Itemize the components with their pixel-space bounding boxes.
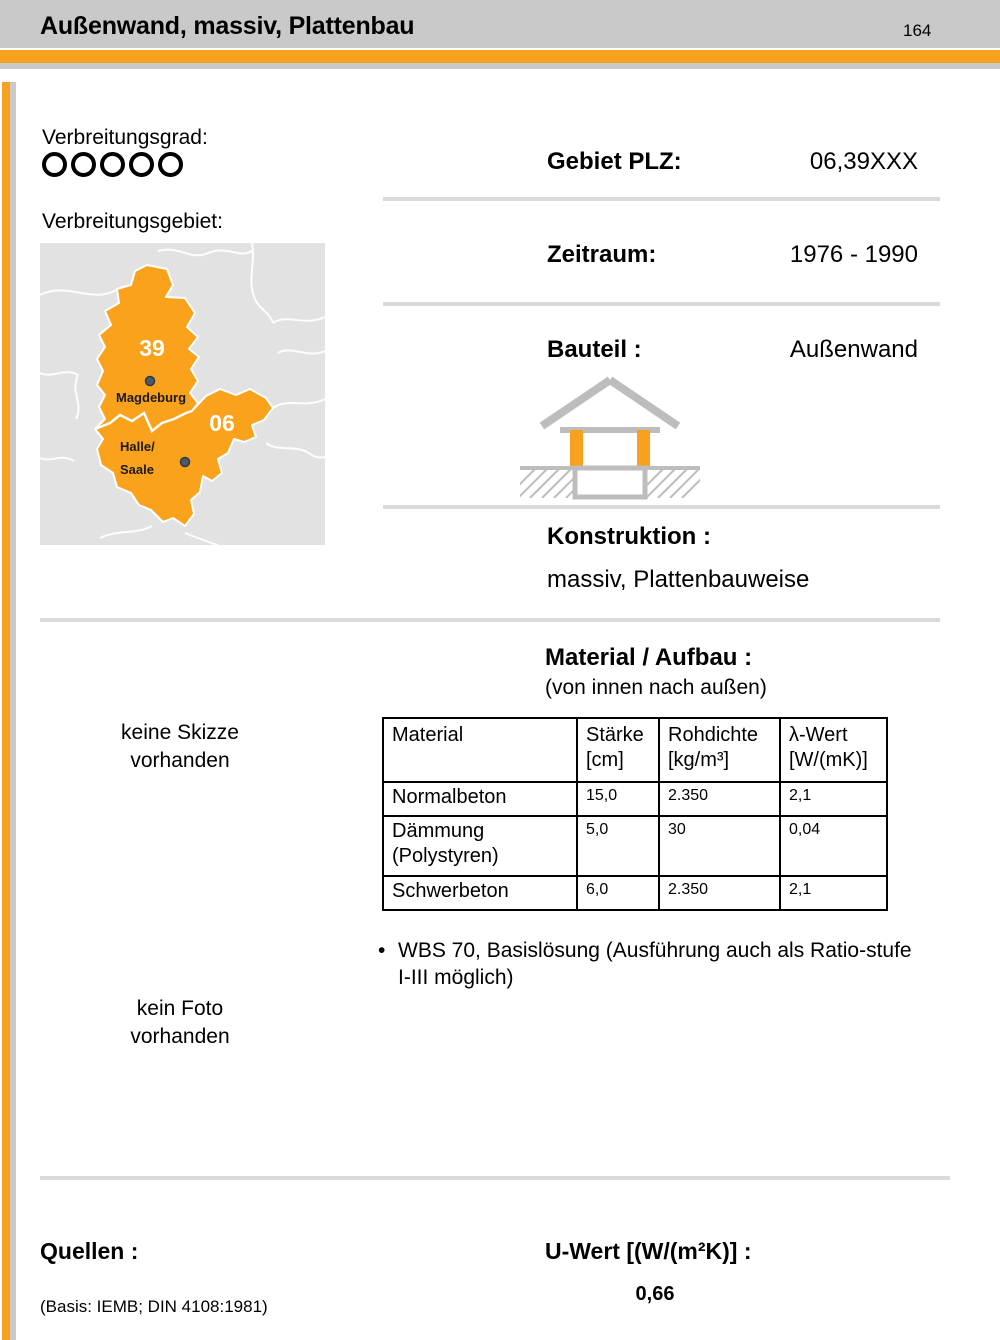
basement-box <box>575 468 645 497</box>
header-gray-rule <box>0 63 1000 69</box>
material-heading: Material / Aufbau : <box>545 644 753 671</box>
uwert-value: 0,66 <box>635 1283 675 1305</box>
konstruktion-value: massiv, Plattenbauweise <box>547 566 810 593</box>
cell-lambda: 2,1 <box>780 876 887 910</box>
rating-circle <box>71 152 96 177</box>
cell-lambda: 0,04 <box>780 816 887 876</box>
cell-lambda: 2,1 <box>780 782 887 816</box>
zeitraum-label: Zeitraum: <box>547 241 657 268</box>
footer-separator <box>40 1176 950 1180</box>
plz-label: Gebiet PLZ: <box>547 148 682 175</box>
map-svg <box>40 243 325 545</box>
cell-thickness: 15,0 <box>577 782 659 816</box>
no-sketch-note <box>55 719 305 775</box>
cell-density: 2.350 <box>659 876 780 910</box>
roof-left <box>542 380 610 426</box>
table-row <box>383 876 887 910</box>
map-region-code-06: 06 <box>209 410 235 436</box>
no-photo-line1: kein Foto <box>136 997 224 1020</box>
cell-thickness: 5,0 <box>577 816 659 876</box>
rating-circle <box>158 152 183 177</box>
exterior-wall-left <box>570 430 583 468</box>
map-city-dot-halle <box>181 458 190 467</box>
distribution-map <box>40 243 325 545</box>
bullet-icon: • <box>378 939 386 962</box>
note-text: WBS 70, Basislösung (Ausführung auch als Ratio-stufe I-III möglich) <box>398 939 912 989</box>
map-city-label-halle-1: Halle/ <box>120 439 155 454</box>
map-region-code-39: 39 <box>139 335 165 361</box>
building-section-icon <box>520 372 700 505</box>
uwert-label: U-Wert [(W/(m²K)] : <box>545 1238 752 1264</box>
exterior-wall-right <box>637 430 650 468</box>
distribution-degree-label: Verbreitungsgrad: <box>42 126 208 149</box>
map-city-label-halle-2: Saale <box>120 462 154 477</box>
zeitraum-value: 1976 - 1990 <box>789 241 918 268</box>
col-header-thickness: Stärke [cm] <box>577 718 659 782</box>
table-row <box>383 816 887 876</box>
map-city-label-magdeburg: Magdeburg <box>116 390 187 405</box>
left-margin-orange-stripe <box>2 82 10 1340</box>
construction-note <box>378 938 938 991</box>
cell-density: 30 <box>659 816 780 876</box>
no-sketch-line2: vorhanden <box>130 749 230 772</box>
map-city-dot-magdeburg <box>146 377 155 386</box>
header-orange-rule <box>0 50 1000 63</box>
col-header-material: Material <box>383 718 577 782</box>
cell-material: Dämmung (Polystyren) <box>383 816 577 876</box>
bauteil-label: Bauteil : <box>547 336 642 363</box>
separator-2 <box>383 302 940 306</box>
konstruktion-label: Konstruktion : <box>547 523 711 550</box>
col-header-density: Rohdichte [kg/m³] <box>659 718 780 782</box>
material-subheading: (von innen nach außen) <box>545 676 767 699</box>
distribution-rating <box>42 152 183 177</box>
quellen-label: Quellen : <box>40 1238 139 1264</box>
no-sketch-line1: keine Skizze <box>121 721 239 744</box>
cell-material: Normalbeton <box>383 782 577 816</box>
cell-thickness: 6,0 <box>577 876 659 910</box>
col-header-lambda: λ-Wert [W/(mK)] <box>780 718 887 782</box>
quellen-source: (Basis: IEMB; DIN 4108:1981) <box>40 1297 268 1316</box>
distribution-area-label: Verbreitungsgebiet: <box>42 210 223 233</box>
no-photo-note <box>55 995 305 1051</box>
page-title: Außenwand, massiv, Plattenbau <box>40 12 415 40</box>
material-table <box>382 717 888 911</box>
table-header-row <box>383 718 887 782</box>
table-row <box>383 782 887 816</box>
cell-density: 2.350 <box>659 782 780 816</box>
rating-circle <box>129 152 154 177</box>
rating-circle <box>42 152 67 177</box>
separator-3 <box>383 505 940 509</box>
page-number: 164 <box>903 21 932 40</box>
cell-material: Schwerbeton <box>383 876 577 910</box>
separator-full-width <box>40 618 940 622</box>
bauteil-value: Außenwand <box>789 336 918 363</box>
separator-1 <box>383 197 940 201</box>
no-photo-line2: vorhanden <box>130 1025 230 1048</box>
left-margin-gray-stripe <box>10 82 16 1340</box>
rating-circle <box>100 152 125 177</box>
roof-right <box>610 380 678 426</box>
plz-value: 06,39XXX <box>809 148 918 175</box>
